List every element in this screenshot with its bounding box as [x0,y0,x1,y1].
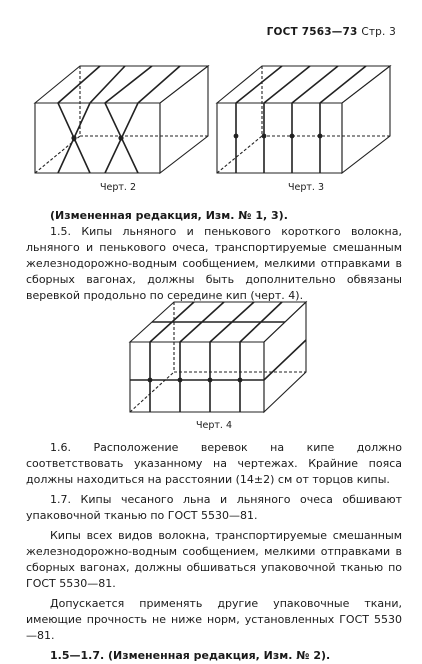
text-block-1 [26,208,402,304]
figure-3-bale-parallel-ropes [212,58,402,178]
page-number: Стр. 3 [361,26,396,38]
figure-3-caption: Черт. 3 [288,182,325,193]
figure-2-caption: Черт. 2 [100,182,137,193]
paragraph-1-5: 1.5. Кипы льняного и пенькового короткого волокна, льняного и пенькового очеса, транспортируемые смешанным железнодорожно-водным сообщением, мелкими отправками в сборных вагонах, должны быть дополнительно обвязаны веревкой продольно по середине кип (черт. 4). [26,225,402,302]
paragraph-1-7: 1.7. Кипы чесаного льна и льняного очеса обшивают упаковочной тканью по ГОСТ 5530—81. [26,493,402,522]
page-header [267,26,396,38]
paragraph-1-7-alt: Допускается применять другие упаковочные ткани, имеющие прочность не ниже норм, установленных ГОСТ 5530—81. [26,597,402,642]
figure-4-bale-longitudinal-rope [122,296,312,418]
figure-2-bale-crossed-ropes [30,58,220,178]
figure-4-caption: Черт. 4 [196,420,233,431]
amendment-note-2: 1.5—1.7. (Измененная редакция, Изм. № 2). [50,649,331,662]
paragraph-1-6: 1.6. Расположение веревок на кипе должно соответствовать указанному на чертежах. Крайние пояса должны находиться на расстоянии (14±2) см от торцов кипы. [26,441,402,486]
amendment-note-1: (Измененная редакция, Изм. № 1, 3). [50,209,288,222]
paragraph-1-7-cont: Кипы всех видов волокна, транспортируемые смешанным железнодорожно-водным сообщением, мелкими отправками в сборных вагонах, должны обшиваться упаковочной тканью по ГОСТ 5530—81. [26,529,402,590]
doc-number: ГОСТ 7563—73 [266,26,358,38]
text-block-2 [26,440,402,664]
